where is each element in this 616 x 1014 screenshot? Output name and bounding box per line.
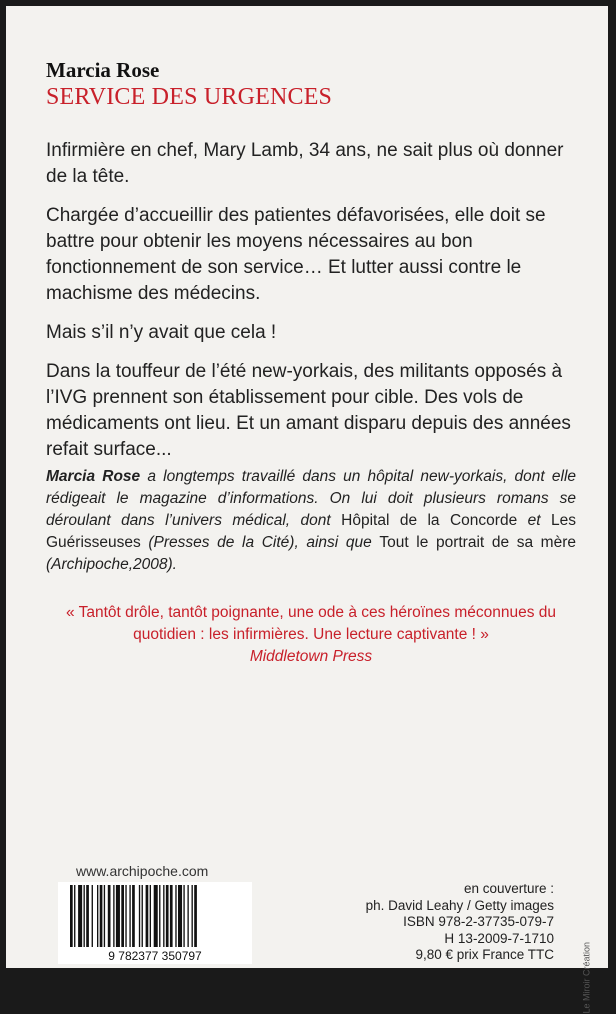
barcode-bar (150, 885, 151, 947)
bio-author-name: Marcia Rose (46, 468, 141, 485)
barcode-bar (116, 885, 120, 947)
publisher-website: www.archipoche.com (76, 863, 209, 879)
barcode-bar (178, 885, 182, 947)
press-quote (46, 602, 576, 668)
barcode-bar (97, 885, 98, 947)
isbn: ISBN 978-2-37735-079-7 (403, 914, 554, 929)
bio-text: (Archipoche,2008). (46, 556, 177, 573)
bio-book-title: Hôpital de la Concorde (341, 512, 518, 529)
bio-text: a longtemps travaillé dans un hôpital new-yorkais, dont elle rédigeait le magazine d’informations. On lui doit plusieurs romans se déroulant dans l’univers médical, dont (46, 468, 577, 529)
quote-source: Middletown Press (249, 648, 373, 665)
photo-credit: ph. David Leahy / Getty images (365, 897, 554, 913)
barcode-bar (129, 885, 130, 947)
barcode-bar (113, 885, 114, 947)
credit-line: en couverture : (463, 881, 554, 896)
bio-text: (Presses de la Cité), ainsi que (140, 534, 380, 551)
product-code: H 13-2009-7-1710 (444, 930, 554, 946)
author-name: Marcia Rose (46, 58, 160, 82)
barcode-bar (154, 885, 158, 947)
barcode-bar (104, 885, 105, 947)
design-credit: Le Miroir Création (582, 942, 592, 1014)
barcode-bar (132, 885, 135, 947)
synopsis-paragraph: Chargée d’accueillir des patientes défavorisées, elle doit se battre pour obtenir les moyens nécessaires au bon fonctionnement de son service… Et lutter aussi contre le machisme des médecins. (46, 205, 546, 304)
author-bio (46, 466, 576, 576)
bio-text: et (517, 512, 551, 529)
barcode-bar (121, 885, 124, 947)
barcode-bar (187, 885, 188, 947)
barcode-bar (166, 885, 169, 947)
synopsis (46, 138, 576, 476)
barcode-number: 9 782377 350797 (108, 949, 202, 963)
synopsis-paragraph: Mais s’il n’y avait que cela ! (46, 322, 277, 343)
bio-book-title: Tout le portrait de sa mère (379, 534, 577, 551)
barcode-bar (170, 885, 173, 947)
barcode (58, 882, 252, 964)
book-title: SERVICE DES URGENCES (46, 84, 333, 110)
barcode-bar (192, 885, 193, 947)
barcode-bar (159, 885, 160, 947)
barcode-bar (142, 885, 143, 947)
cover-credits (366, 881, 554, 964)
barcode-bar (100, 885, 103, 947)
barcode-bar (70, 885, 73, 947)
barcode-bar (175, 885, 176, 947)
price: 9,80 € prix France TTC (415, 947, 554, 962)
barcode-bar (194, 885, 197, 947)
synopsis-paragraph: Infirmière en chef, Mary Lamb, 34 ans, ne sait plus où donner de la tête. (46, 140, 564, 187)
barcode-bar (92, 885, 93, 947)
barcode-bar (74, 885, 75, 947)
barcode-bar (183, 885, 184, 947)
bio-book-title: Les Guérisseuses (46, 512, 576, 551)
barcode-bar (84, 885, 85, 947)
barcode-bar (163, 885, 164, 947)
quote-text: « Tantôt drôle, tantôt poignante, une ode à ces héroïnes méconnues du quotidien : les infirmières. Une lecture captivante ! » (65, 604, 557, 643)
barcode-bar (108, 885, 111, 947)
synopsis-paragraph: Dans la touffeur de l’été new-yorkais, des militants opposés à l’IVG prennent son établissement pour cible. Des vols de médicaments ont lieu. Et un amant disparu depuis des années refait surface... (46, 361, 571, 460)
barcode-bar (125, 885, 126, 947)
barcode-bar (146, 885, 149, 947)
barcode-bar (139, 885, 140, 947)
back-cover (6, 6, 608, 1014)
barcode-bar (78, 885, 82, 947)
barcode-bar (86, 885, 89, 947)
